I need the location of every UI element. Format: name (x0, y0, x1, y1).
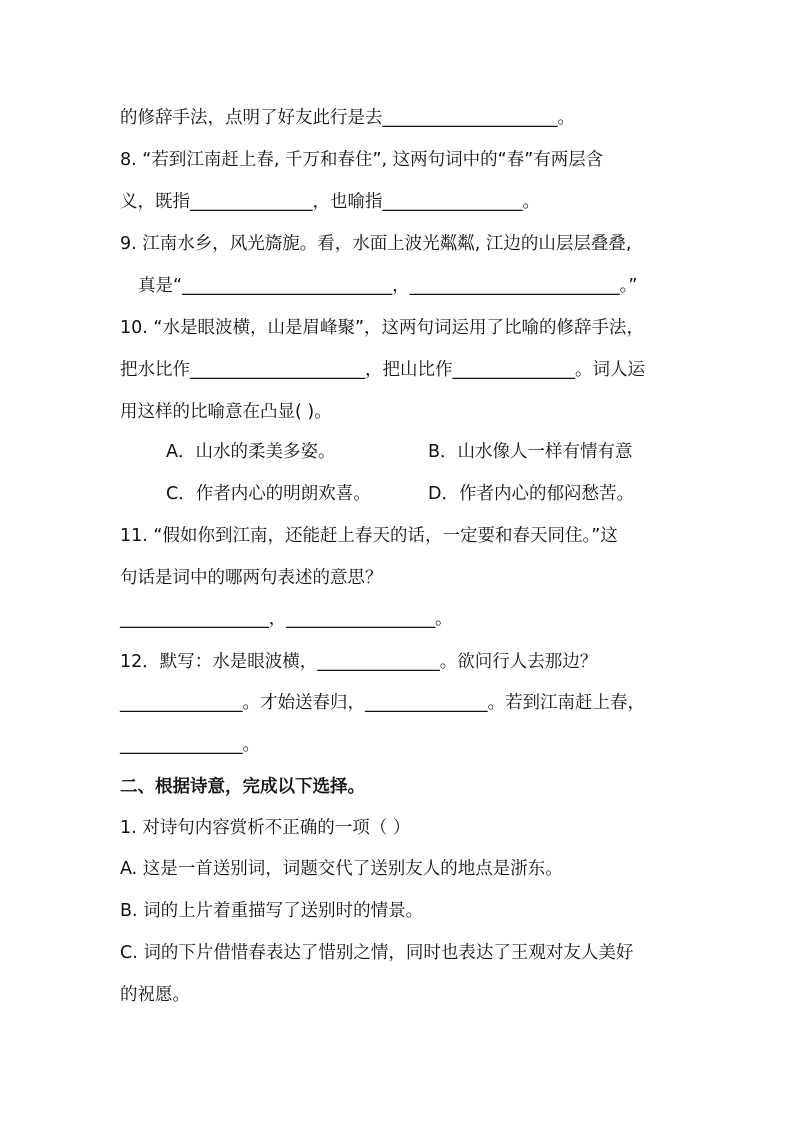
q9-line-1: 9. 江南水乡，风光旖旎。看，水面上波光粼粼, 江边的山层层叠叠, (120, 234, 632, 254)
q8-line-1: 8. “若到江南赶上春, 千万和春住”, 这两句词中的“春”有两层含 (120, 150, 604, 170)
q11-line-1: 11. “假如你到江南，还能赶上春天的话，一定要和春天同住。”这 (120, 526, 618, 546)
q11-line-2: 句话是词中的哪两句表述的意思？ (120, 568, 383, 588)
q9-line-2: 真是“________________________，________________________。” (138, 276, 638, 296)
q10-line-1: 10. “水是眼波横，山是眉峰聚”，这两句词运用了比喻的修辞手法， (120, 318, 645, 338)
s2-q1-option-a: A. 这是一首送别词，词题交代了送别友人的地点是浙东。 (120, 859, 563, 879)
q10-option-b: B．山水像人一样有情有意 (428, 442, 633, 462)
q12-line-1: 12．默写：水是眼波横，______________。欲问行人去那边？ (120, 652, 598, 672)
q10-option-d: D．作者内心的郁闷愁苦。 (428, 484, 634, 504)
s2-q1-option-c-line-2: 的祝愿。 (120, 985, 190, 1005)
s2-q1-option-b: B. 词的上片着重描写了送别时的情景。 (120, 901, 424, 921)
q7-continuation: 的修辞手法，点明了好友此行是去____________________。 (120, 108, 575, 128)
q12-line-2: ______________。才始送春归，______________。若到江南赶上春， (120, 693, 645, 713)
q10-option-a: A．山水的柔美多姿。 (166, 442, 336, 462)
q11-answer-line: _________________，_________________。 (120, 609, 453, 629)
q10-line-3: 用这样的比喻意在凸显( )。 (120, 402, 332, 422)
section-two-heading: 二、根据诗意，完成以下选择。 (120, 777, 365, 797)
q10-option-c: C．作者内心的明朗欢喜。 (166, 484, 371, 504)
s2-q1-option-c-line-1: C. 词的下片借惜春表达了惜别之情，同时也表达了王观对友人美好 (120, 943, 634, 963)
q8-line-2: 义，既指______________，也喻指________________。 (120, 192, 540, 212)
s2-q1-stem: 1. 对诗句内容赏析不正确的一项（ ） (120, 818, 411, 838)
q12-line-3: ______________。 (120, 735, 260, 755)
q10-line-2: 把水比作____________________，把山比作______________。词人运 (120, 360, 645, 380)
